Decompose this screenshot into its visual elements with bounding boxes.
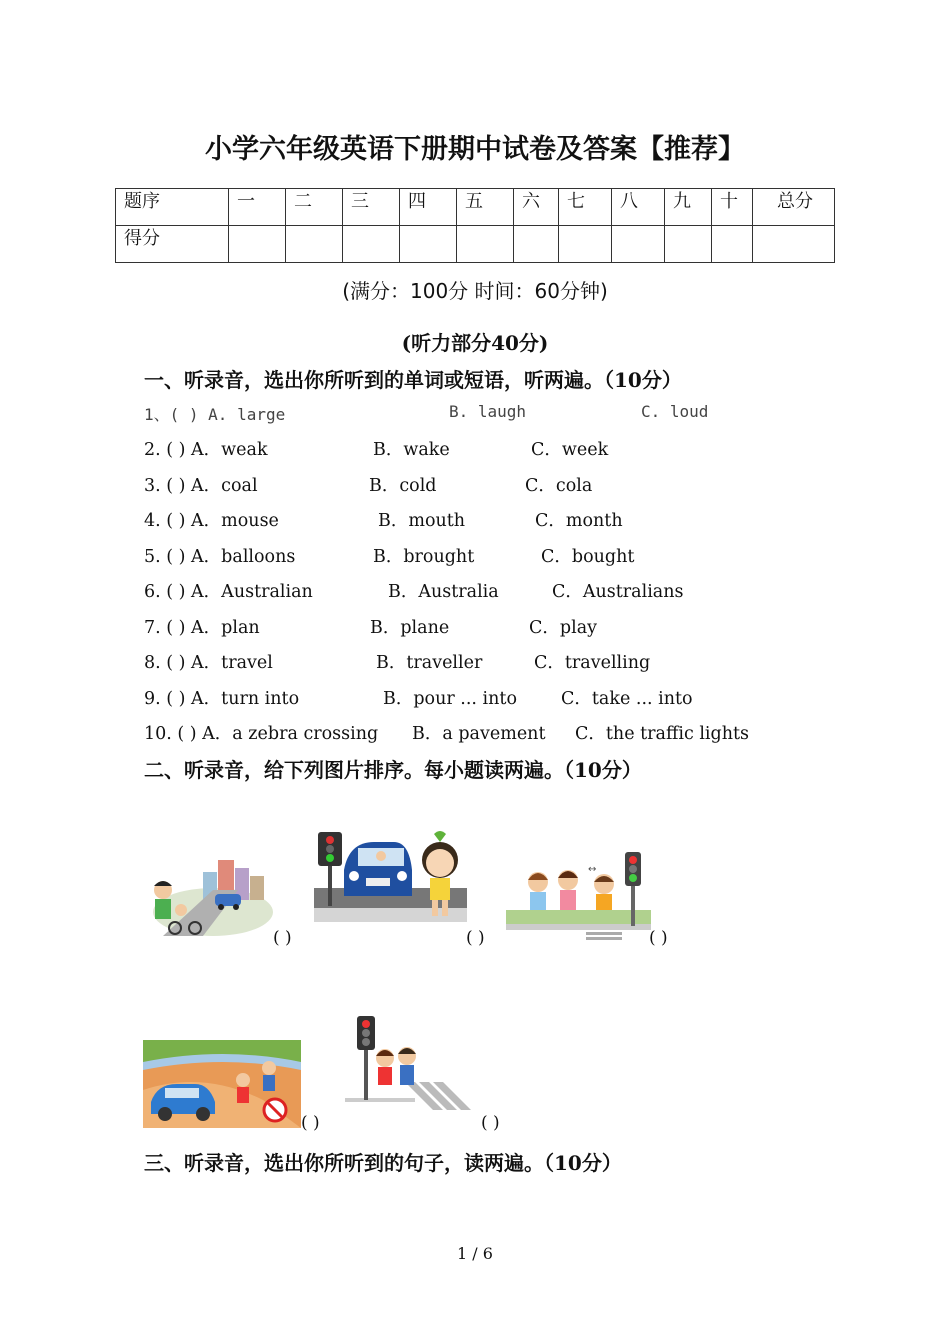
score-cell: 七 xyxy=(559,189,612,226)
score-input-cell[interactable] xyxy=(612,226,665,263)
question-option-c: C．travelling xyxy=(534,653,651,673)
question-option-c: C．play xyxy=(529,618,598,638)
score-input-cell[interactable] xyxy=(229,226,286,263)
question-option-c: C．bought xyxy=(541,547,635,567)
section3-heading: 三、听录音，选出你所听到的句子，读两遍。（10分） xyxy=(144,1151,622,1175)
score-cell: 四 xyxy=(400,189,457,226)
order-blank[interactable]: ( ) xyxy=(466,928,485,948)
question-option-a: 2. ( ) A．weak xyxy=(144,440,268,460)
question-option-b: B．traveller xyxy=(376,653,483,673)
question-option-c: C. loud xyxy=(641,402,709,421)
children-signal-picture xyxy=(506,848,651,944)
question-option-b: B．wake xyxy=(373,440,450,460)
score-input-cell[interactable] xyxy=(712,226,753,263)
score-cell: 五 xyxy=(457,189,514,226)
score-input-cell[interactable] xyxy=(514,226,559,263)
question-option-a: 4. ( ) A．mouse xyxy=(144,511,279,531)
question-option-b: B．cold xyxy=(369,476,437,496)
question-option-b: B. laugh xyxy=(449,402,527,421)
question-option-c: C．take ... into xyxy=(561,689,693,709)
score-input-cell[interactable] xyxy=(343,226,400,263)
question-option-b: B．brought xyxy=(373,547,475,567)
order-blank[interactable]: ( ) xyxy=(273,928,292,948)
page-number: 1 / 6 xyxy=(457,1244,493,1263)
car-kids-road-picture xyxy=(143,1040,301,1128)
score-cell: 二 xyxy=(286,189,343,226)
score-table-header-row xyxy=(116,189,835,226)
score-table-score-row xyxy=(116,226,835,263)
question-option-c: C．the traffic lights xyxy=(575,724,750,744)
score-input-cell[interactable] xyxy=(400,226,457,263)
section1-heading: 一、听录音，选出你所听到的单词或短语，听两遍。（10分） xyxy=(144,368,682,392)
question-option-a: 8. ( ) A．travel xyxy=(144,653,273,673)
exam-subtitle: (满分：100分 时间：60分钟) xyxy=(342,279,608,303)
question-option-b: B．pour ... into xyxy=(383,689,517,709)
question-option-a: 3. ( ) A．coal xyxy=(144,476,258,496)
car-crossing-picture xyxy=(314,830,467,924)
city-street-picture xyxy=(143,850,273,938)
score-table xyxy=(115,188,835,263)
question-option-a: 9. ( ) A．turn into xyxy=(144,689,300,709)
question-option-c: C．cola xyxy=(525,476,593,496)
order-blank[interactable]: ( ) xyxy=(649,928,668,948)
order-blank[interactable]: ( ) xyxy=(301,1113,320,1133)
score-cell: 九 xyxy=(665,189,712,226)
score-input-cell[interactable] xyxy=(559,226,612,263)
question-option-a: 7. ( ) A．plan xyxy=(144,618,260,638)
score-cell: 十 xyxy=(712,189,753,226)
question-option-c: C．month xyxy=(535,511,623,531)
question-option-b: B．plane xyxy=(370,618,450,638)
question-option-a: 5. ( ) A．balloons xyxy=(144,547,296,567)
score-input-cell[interactable] xyxy=(753,226,835,263)
question-option-b: B．mouth xyxy=(378,511,466,531)
order-blank[interactable]: ( ) xyxy=(481,1113,500,1133)
score-input-cell[interactable] xyxy=(286,226,343,263)
score-input-cell[interactable] xyxy=(665,226,712,263)
score-row-label: 得分 xyxy=(116,226,229,263)
score-cell: 总分 xyxy=(753,189,835,226)
listening-heading: (听力部分40分) xyxy=(401,331,549,355)
question-option-a: 10. ( ) A．a zebra crossing xyxy=(144,724,379,744)
score-cell: 六 xyxy=(514,189,559,226)
score-cell: 三 xyxy=(343,189,400,226)
score-cell: 题序 xyxy=(116,189,229,226)
question-option-a: 1、( ) A. large xyxy=(144,405,286,424)
question-option-c: C．week xyxy=(531,440,609,460)
question-option-b: B．a pavement xyxy=(412,724,546,744)
score-cell: 八 xyxy=(612,189,665,226)
kids-zebra-crossing-picture xyxy=(345,1012,473,1112)
page-title: 小学六年级英语下册期中试卷及答案【推荐】 xyxy=(205,134,745,165)
section2-heading: 二、听录音，给下列图片排序。每小题读两遍。（10分） xyxy=(144,758,642,782)
question-option-b: B．Australia xyxy=(388,582,499,602)
score-cell: 一 xyxy=(229,189,286,226)
svg-text:↔: ↔ xyxy=(588,864,597,875)
score-input-cell[interactable] xyxy=(457,226,514,263)
question-option-a: 6. ( ) A．Australian xyxy=(144,582,313,602)
question-option-c: C．Australians xyxy=(552,582,684,602)
